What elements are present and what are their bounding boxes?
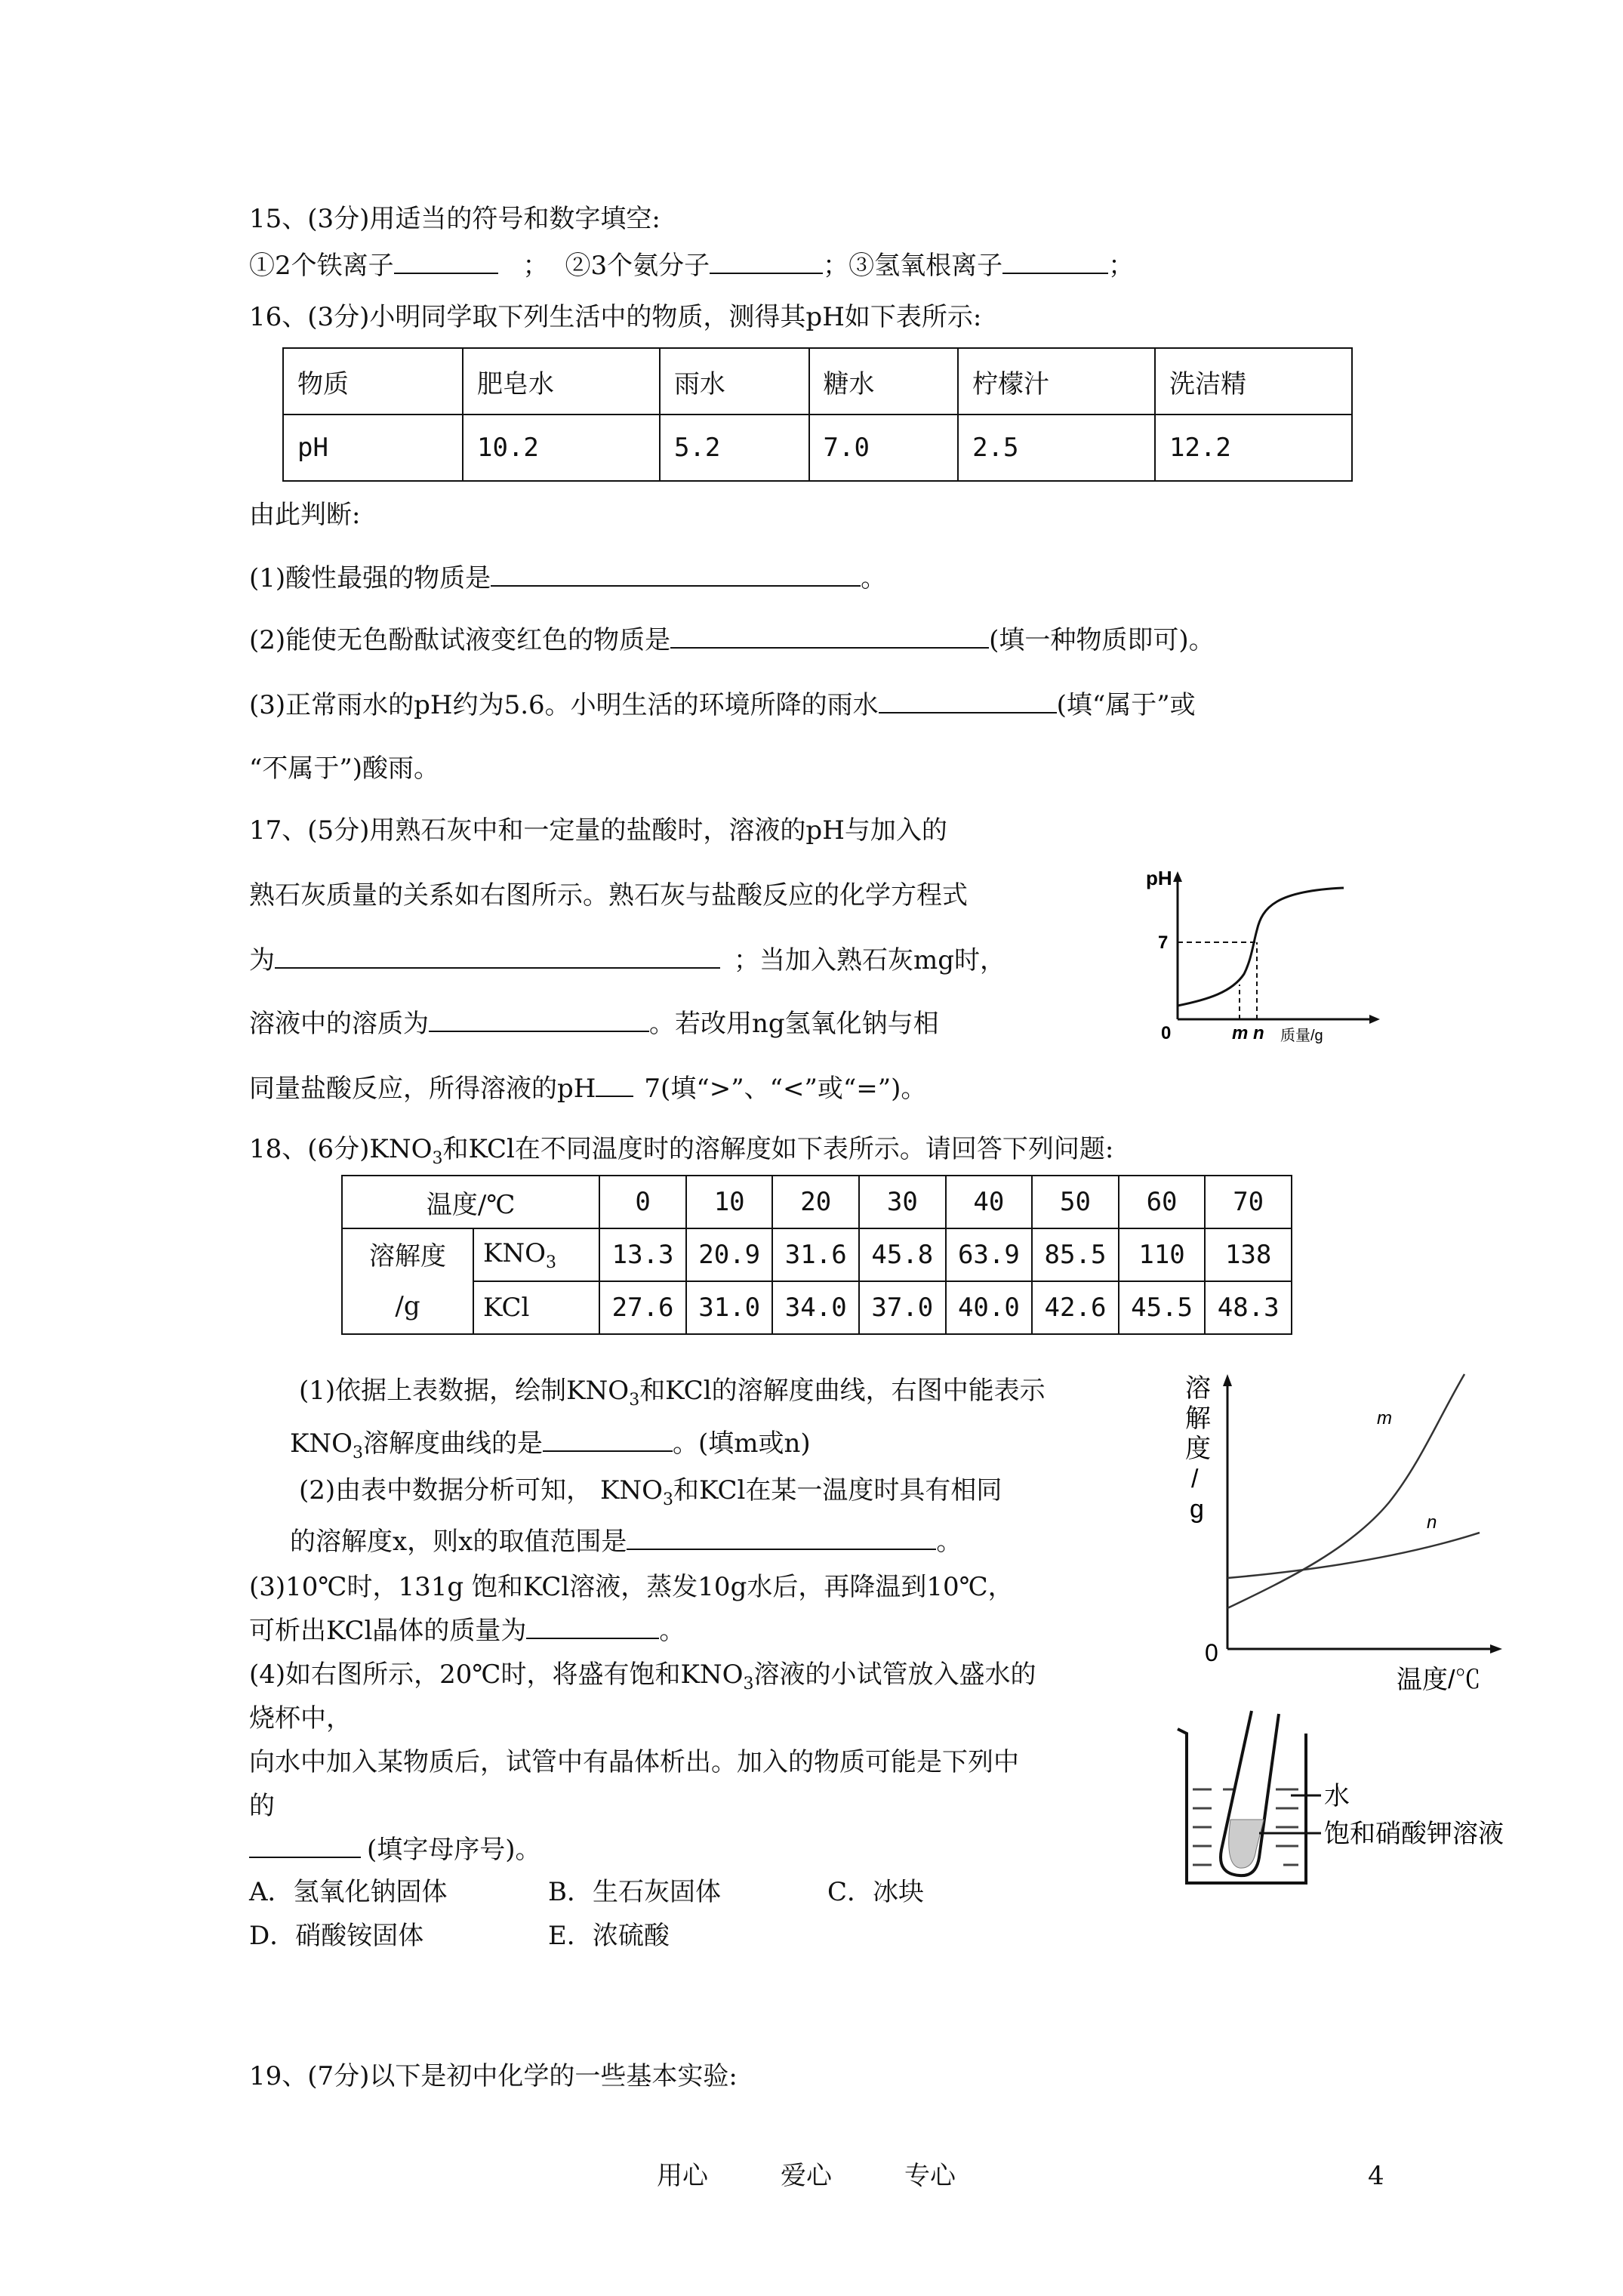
page-number: 4 xyxy=(1368,2161,1384,2191)
table-cell: pH xyxy=(283,415,463,481)
q16-part-3-cont: “不属于”)酸雨。 xyxy=(249,754,440,784)
table-cell: 48.3 xyxy=(1205,1281,1292,1334)
table-cell: 27.6 xyxy=(599,1281,686,1334)
beaker-solution-label: 饱和硝酸钾溶液 xyxy=(1324,1820,1504,1848)
x-axis-arrow-icon xyxy=(1490,1644,1502,1653)
kno3-sub: 3 xyxy=(546,1253,557,1272)
q17-line-4 xyxy=(249,1007,939,1040)
q16-part-1 xyxy=(249,562,886,595)
q18-p1-a: (1)依据上表数据，绘制KNO xyxy=(299,1376,630,1406)
q18-p1-sub2: 3 xyxy=(353,1443,364,1462)
q18-part-1a xyxy=(299,1374,1046,1417)
q16-p1-end: 。 xyxy=(861,563,887,593)
q18-options-row-2 xyxy=(249,1919,670,1952)
table-cell: 34.0 xyxy=(772,1281,859,1334)
q18-p1-b: 和KCl的溶解度曲线，右图中能表示 xyxy=(639,1376,1046,1406)
table-cell: 糖水 xyxy=(809,348,959,415)
table-cell: 63.9 xyxy=(946,1228,1033,1281)
table-row xyxy=(283,415,1352,481)
table-cell: 20 xyxy=(772,1176,859,1228)
q18-p2-d: 。 xyxy=(936,1527,962,1557)
q16-part-2 xyxy=(249,624,1215,657)
q15-items xyxy=(249,249,1134,282)
q18-p4-b: 溶液的小试管放入盛水的 xyxy=(753,1660,1036,1690)
graph-y-label: pH xyxy=(1146,867,1172,889)
footer-motto-2: 爱心 xyxy=(781,2161,832,2191)
q18-part-4e xyxy=(249,1833,541,1866)
y-axis-arrow-icon xyxy=(1223,1374,1232,1386)
kno3-label: KNO xyxy=(483,1237,547,1268)
q18-head-b: 和KCl在不同温度时的溶解度如下表所示。请回答下列问题: xyxy=(442,1134,1114,1164)
q17-line-5 xyxy=(249,1072,926,1105)
table-cell: 31.0 xyxy=(686,1281,773,1334)
q15-sep-1: ； xyxy=(522,251,549,281)
q16-p1-text: (1)酸性最强的物质是 xyxy=(249,563,491,593)
q18-part-4d: 的 xyxy=(249,1791,275,1821)
graph-n-label: n xyxy=(1427,1512,1437,1533)
graph-y-label-4: / xyxy=(1191,1465,1199,1493)
table-cell: 柠檬汁 xyxy=(958,348,1155,415)
q17-line-1: 17、(5分)用熟石灰中和一定量的盐酸时，溶液的pH与加入的 xyxy=(249,815,947,846)
q18-part-2b xyxy=(290,1525,962,1558)
q18-blank-1[interactable] xyxy=(543,1428,673,1452)
q17-line-3 xyxy=(249,944,1006,977)
graph-x-label: 质量/g xyxy=(1280,1028,1323,1044)
table-header-kcl: KCl xyxy=(473,1281,599,1334)
table-cell: 10 xyxy=(686,1176,773,1228)
ph-curve xyxy=(1178,888,1344,1006)
option-a: A．氢氧化钠固体 xyxy=(249,1877,448,1907)
graph-y-label-5: g xyxy=(1190,1495,1204,1524)
q16-p3-text: (3)正常雨水的pH约为5.6。小明生活的环境所降的雨水 xyxy=(249,690,879,720)
option-d: D．硝酸铵固体 xyxy=(249,1921,424,1951)
table-cell: 30 xyxy=(859,1176,946,1228)
q17-line-2: 熟石灰质量的关系如右图所示。熟石灰与盐酸反应的化学方程式 xyxy=(249,880,968,911)
table-cell: 40.0 xyxy=(946,1281,1033,1334)
table-header-temp: 温度/℃ xyxy=(342,1176,599,1228)
graph-m-label: m xyxy=(1232,1023,1249,1043)
q18-p1-e: 。(填m或n) xyxy=(673,1428,811,1459)
table-cell: 洗洁精 xyxy=(1155,348,1352,415)
sol-label-2: /g xyxy=(395,1291,420,1321)
table-cell: 42.6 xyxy=(1032,1281,1119,1334)
q16-blank-2[interactable] xyxy=(670,624,989,649)
sol-label-1: 溶解度 xyxy=(369,1241,446,1271)
q18-head-sub: 3 xyxy=(432,1148,443,1168)
q18-p4-a: (4)如右图所示，20℃时，将盛有饱和KNO xyxy=(249,1660,744,1690)
q17-l4-text: 溶液中的溶质为 xyxy=(249,1009,429,1039)
option-b: B．生石灰固体 xyxy=(548,1877,721,1907)
q15-sep-3: ； xyxy=(1108,251,1135,281)
q17-blank-compare[interactable] xyxy=(596,1073,633,1097)
q18-p1-sub: 3 xyxy=(629,1390,640,1410)
option-e: E．浓硫酸 xyxy=(548,1921,670,1951)
table-cell: 10.2 xyxy=(463,415,660,481)
table-cell: 45.5 xyxy=(1119,1281,1206,1334)
graph-y-label-2: 解 xyxy=(1185,1404,1211,1433)
q19-heading: 19、(7分)以下是初中化学的一些基本实验: xyxy=(249,2061,738,2091)
q16-ph-table xyxy=(282,347,1353,482)
q18-beaker-diagram xyxy=(1170,1706,1532,1895)
graph-n-label: n xyxy=(1253,1023,1264,1043)
footer-motto xyxy=(657,2159,956,2193)
table-cell: 肥皂水 xyxy=(463,348,660,415)
table-cell: 0 xyxy=(599,1176,686,1228)
q17-ph-graph xyxy=(1132,861,1381,1049)
table-header-solubility xyxy=(342,1228,473,1334)
q16-blank-3[interactable] xyxy=(879,689,1057,713)
q17-blank-solute[interactable] xyxy=(429,1008,649,1032)
q18-blank-4[interactable] xyxy=(249,1834,361,1858)
q18-p2-a: (2)由表中数据分析可知， KNO xyxy=(299,1475,663,1505)
q15-item-1: ①2个铁离子 xyxy=(249,251,394,281)
q18-part-3a: (3)10℃时，131g 饱和KCl溶液，蒸发10g水后，再降温到10℃， xyxy=(249,1572,1014,1602)
graph-y-label-1: 溶 xyxy=(1185,1374,1211,1403)
table-header-kno3 xyxy=(473,1228,599,1281)
q15-item-3: ；③氢氧根离子 xyxy=(823,251,1003,281)
q18-head-a: 18、(6分)KNO xyxy=(249,1134,433,1164)
graph-m-label: m xyxy=(1377,1408,1392,1428)
table-row xyxy=(283,348,1352,415)
footer-motto-1: 用心 xyxy=(657,2161,708,2191)
table-cell: 110 xyxy=(1119,1228,1206,1281)
curve-m xyxy=(1227,1374,1464,1608)
table-cell: 37.0 xyxy=(859,1281,946,1334)
q18-part-4c: 向水中加入某物质后，试管中有晶体析出。加入的物质可能是下列中 xyxy=(249,1747,1019,1777)
beaker-water-label: 水 xyxy=(1324,1782,1350,1811)
q18-part-1b xyxy=(290,1427,811,1470)
q18-part-4a xyxy=(249,1658,1036,1701)
q18-p3-c: 。 xyxy=(659,1616,685,1646)
table-cell: 13.3 xyxy=(599,1228,686,1281)
q15-blank-2[interactable] xyxy=(710,250,823,274)
table-cell: 5.2 xyxy=(660,415,809,481)
q18-part-3b xyxy=(249,1614,685,1647)
q18-p2-c: 的溶解度x，则x的取值范围是 xyxy=(290,1527,627,1557)
footer-motto-3: 专心 xyxy=(904,2161,956,2191)
q18-p4-sub: 3 xyxy=(743,1674,754,1693)
table-cell: 20.9 xyxy=(686,1228,773,1281)
q16-blank-1[interactable] xyxy=(491,562,861,587)
table-row xyxy=(342,1176,1292,1228)
table-cell: 物质 xyxy=(283,348,463,415)
graph-y7-label: 7 xyxy=(1158,932,1169,953)
table-row xyxy=(342,1281,1292,1334)
table-cell: 138 xyxy=(1205,1228,1292,1281)
q15-blank-1[interactable] xyxy=(394,250,498,274)
x-axis-arrow-icon xyxy=(1369,1015,1380,1024)
option-c: C．冰块 xyxy=(827,1877,925,1907)
q16-heading: 16、(3分)小明同学取下列生活中的物质，测得其pH如下表所示: xyxy=(249,302,982,332)
table-cell: 2.5 xyxy=(958,415,1155,481)
q17-blank-equation[interactable] xyxy=(275,945,720,969)
q15-item-2: ②3个氨分子 xyxy=(565,251,710,281)
table-cell: 雨水 xyxy=(660,348,809,415)
q18-options-row-1 xyxy=(249,1875,924,1909)
q18-p4-f: (填字母序号)。 xyxy=(367,1835,541,1865)
q17-l3-end: ；当加入熟石灰mg时， xyxy=(734,945,1006,975)
q18-solubility-graph xyxy=(1178,1351,1525,1699)
table-cell: 7.0 xyxy=(809,415,959,481)
q16-part-3 xyxy=(249,689,1196,722)
q18-p2-sub: 3 xyxy=(663,1490,673,1509)
q18-p1-d: 溶解度曲线的是 xyxy=(363,1428,544,1459)
q18-heading xyxy=(249,1133,1113,1176)
q17-l5-text: 同量盐酸反应，所得溶液的pH xyxy=(249,1074,596,1104)
q16-judge: 由此判断: xyxy=(249,500,361,530)
q18-part-4b: 烧杯中， xyxy=(249,1703,352,1734)
table-cell: 12.2 xyxy=(1155,415,1352,481)
q18-p1-c: KNO xyxy=(290,1428,353,1459)
table-cell: 31.6 xyxy=(772,1228,859,1281)
graph-origin-label: 0 xyxy=(1205,1639,1218,1666)
q17-l4-end: 。若改用ng氢氧化钠与相 xyxy=(649,1009,939,1039)
q18-part-2a xyxy=(299,1474,1002,1517)
table-cell: 70 xyxy=(1205,1176,1292,1228)
q16-p3-end: (填“属于”或 xyxy=(1056,690,1196,720)
q16-p2-end: (填一种物质即可)。 xyxy=(989,625,1215,655)
table-cell: 60 xyxy=(1119,1176,1206,1228)
q18-blank-3[interactable] xyxy=(526,1615,659,1639)
graph-x-label: 温度/℃ xyxy=(1397,1666,1481,1694)
q17-l3-text: 为 xyxy=(249,945,275,975)
table-cell: 40 xyxy=(946,1176,1033,1228)
table-cell: 85.5 xyxy=(1032,1228,1119,1281)
graph-origin-label: 0 xyxy=(1161,1023,1172,1043)
q18-p2-b: 和KCl在某一温度时具有相同 xyxy=(673,1475,1002,1505)
q17-l5-end: 7(填“>”、“<”或“=”)。 xyxy=(644,1074,927,1104)
q18-solubility-table xyxy=(341,1175,1292,1335)
q16-p2-text: (2)能使无色酚酞试液变红色的物质是 xyxy=(249,625,671,655)
q18-blank-2[interactable] xyxy=(627,1526,936,1550)
q15-heading: 15、(3分)用适当的符号和数字填空: xyxy=(249,204,661,234)
graph-y-label-3: 度 xyxy=(1185,1435,1211,1463)
table-cell: 50 xyxy=(1032,1176,1119,1228)
y-axis-arrow-icon xyxy=(1173,871,1182,882)
q15-blank-3[interactable] xyxy=(1002,250,1108,274)
curve-n xyxy=(1227,1533,1480,1578)
table-cell: 45.8 xyxy=(859,1228,946,1281)
table-row xyxy=(342,1228,1292,1281)
q18-p3-b: 可析出KCl晶体的质量为 xyxy=(249,1616,527,1646)
